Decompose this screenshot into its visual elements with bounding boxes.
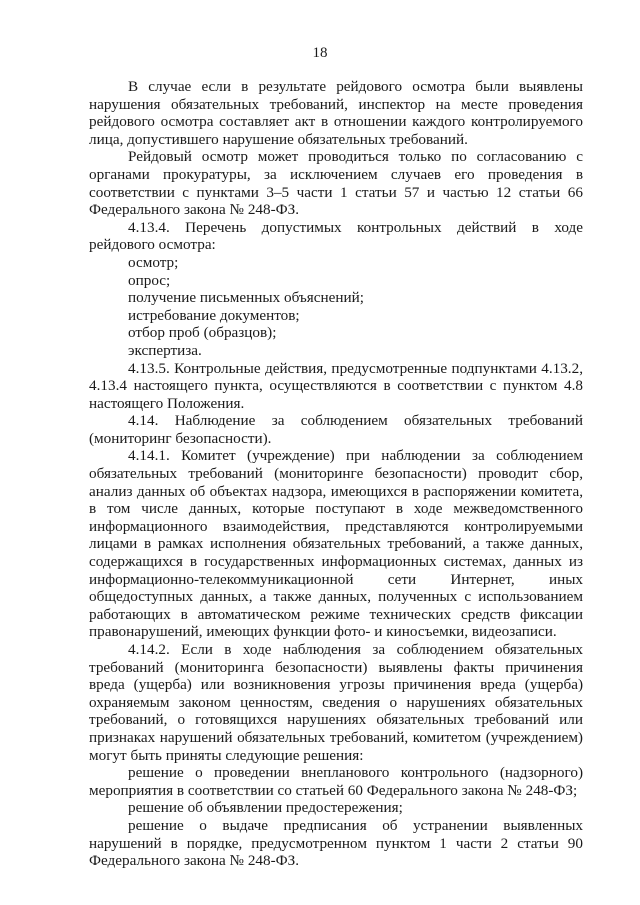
paragraph-4-14: 4.14. Наблюдение за соблюдением обязательных требований (мониторинг безопасности). — [89, 412, 583, 447]
list-item: осмотр; — [128, 253, 179, 271]
paragraph-4-14-1: 4.14.1. Комитет (учреждение) при наблюдении за соблюдением обязательных требований (мониторинге безопасности) проводит сбор, анализ данных об объектах надзора, имеющихся в распоряжении комитета, в том числе данных, которые поступают в ходе межведомственного информационного взаимодействия, представляются контролируемыми лицами в рамках исполнения обязательных требований, а также данных, содержащихся в государственных информационных системах, данных из информационно-телекоммуникационной сети Интернет, иных общедоступных данных, а также данных, полученных с использованием работающих в автоматическом режиме технических средств фиксации правонарушений, имеющих функции фото- и киносъемки, видеозаписи. — [89, 447, 583, 641]
paragraph-4-13-5: 4.13.5. Контрольные действия, предусмотренные подпунктами 4.13.2, 4.13.4 настоящего пункта, осуществляются в соответствии с пунктом 4.8 настоящего Положения. — [89, 359, 583, 412]
list-item: получение письменных объяснений; — [128, 289, 364, 307]
paragraph-4-14-2: 4.14.2. Если в ходе наблюдения за соблюдением обязательных требований (мониторинга безопасности) выявлены факты причинения вреда (ущерба) или возникновения угрозы причинения вреда (ущерба) охраняемым законом ценностям, сведения о нарушениях обязательных требований, о готовящихся нарушениях обязательных требований или признаках нарушений обязательных требований, комитетом (учреждением) могут быть приняты следующие решения: — [89, 641, 583, 764]
list-item: истребование документов; — [128, 306, 300, 324]
decision-item: решение о проведении внепланового контрольного (надзорного) мероприятия в соответствии со статьей 60 Федерального закона № 248-ФЗ; — [89, 764, 583, 799]
decision-item: решение об объявлении предостережения; — [128, 799, 403, 817]
paragraph-prosecutor-approval: Рейдовый осмотр может проводиться только по согласованию с органами прокуратуры, за исключением случаев его проведения в соответствии с пунктами 3–5 части 1 статьи 57 и частью 12 статьи 66 Федерального закона № 248-ФЗ. — [89, 148, 583, 219]
list-item: экспертиза. — [128, 341, 202, 359]
list-item: отбор проб (образцов); — [128, 324, 277, 342]
paragraph-raid-violations: В случае если в результате рейдового осмотра были выявлены нарушения обязательных требований, инспектор на месте проведения рейдового осмотра составляет акт в отношении каждого контролируемого лица, допустившего нарушение обязательных требований. — [89, 78, 583, 148]
list-item: опрос; — [128, 271, 171, 289]
document-body — [89, 78, 583, 870]
page-number: 18 — [312, 45, 328, 61]
paragraph-4-13-4: 4.13.4. Перечень допустимых контрольных действий в ходе рейдового осмотра: — [89, 218, 583, 254]
decision-item: решение о выдаче предписания об устранении выявленных нарушений в порядке, предусмотренном пунктом 1 части 2 статьи 90 Федерального закона № 248-ФЗ. — [89, 816, 583, 870]
